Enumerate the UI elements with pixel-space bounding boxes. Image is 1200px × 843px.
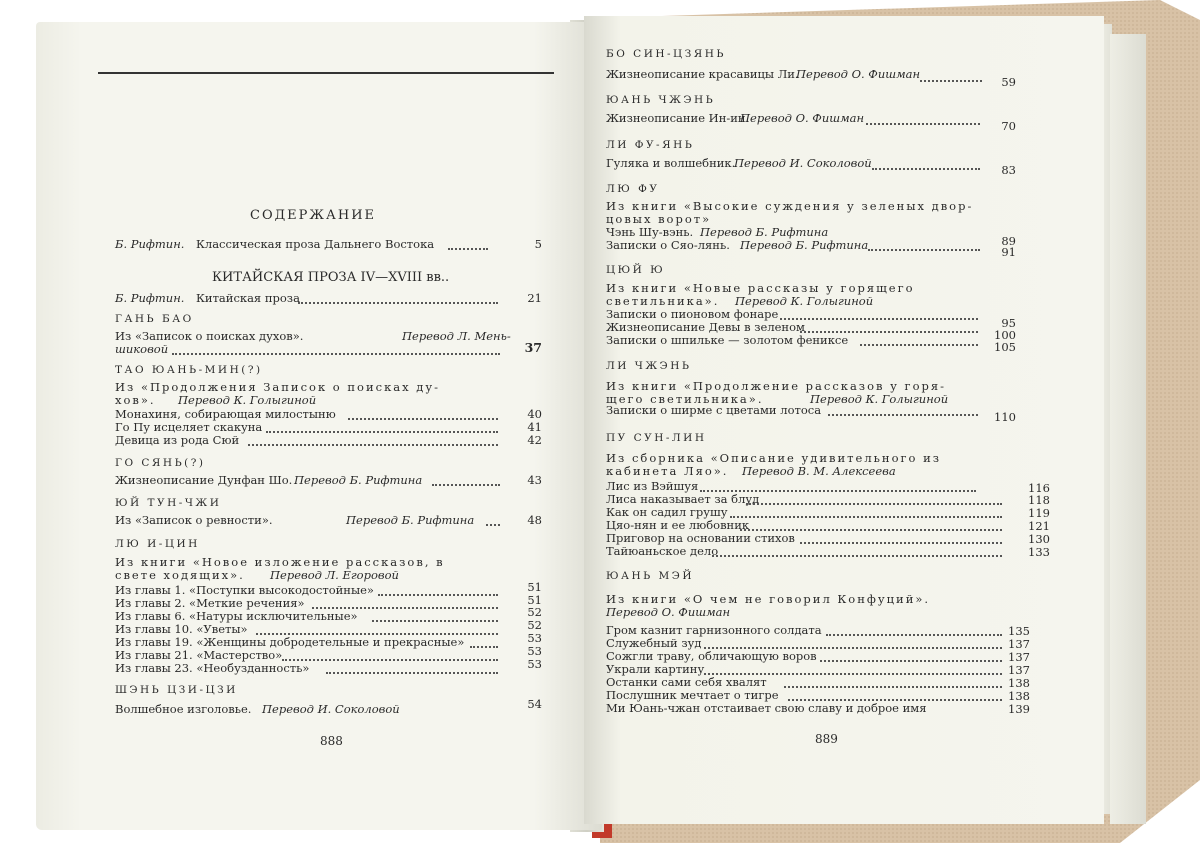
dot-leader: [820, 660, 1002, 662]
page-number: 116: [1028, 481, 1050, 495]
translator: Перевод Б. Рифтина: [294, 473, 423, 487]
entry-line: Жизнеописание красавицы Ли.: [606, 67, 799, 81]
dot-leader: [826, 634, 1002, 636]
page-number: 83: [1001, 163, 1016, 177]
entry-line: щего светильника».: [606, 392, 764, 406]
intro-title: Классическая проза Дальнего Востока: [196, 237, 435, 251]
toc-item: Из главы 10. «Уветы»: [115, 622, 248, 636]
dot-leader: [172, 353, 500, 355]
dot-leader: [282, 659, 498, 661]
toc-item: Монахиня, собирающая милостыню: [115, 407, 336, 421]
page-number: 37: [524, 340, 542, 355]
dot-leader: [872, 168, 980, 170]
toc-item: Из главы 1. «Поступки высокодостойные»: [115, 583, 374, 597]
translator: Перевод Б. Рифтина: [700, 225, 829, 239]
dot-leader: [730, 516, 1002, 518]
translator: Перевод Л. Егоровой: [270, 568, 399, 582]
dot-leader: [248, 444, 498, 446]
page-number: 70: [1001, 119, 1016, 133]
entry-line: хов».: [115, 393, 156, 407]
dot-leader: [746, 503, 1002, 505]
entry-line: кабинета Ляо».: [606, 464, 729, 478]
author-heading: ЛИ ЧЖЭНЬ: [606, 360, 692, 372]
toc-item: Записки о ширме с цветами лотоса: [606, 403, 822, 417]
toc-item: Из главы 6. «Натуры исключительные»: [115, 609, 358, 623]
entry-line: Из «Записок о ревности».: [115, 513, 273, 527]
entry-line: Волшебное изголовье.: [115, 702, 252, 716]
author-heading: ЮАНЬ МЭЙ: [606, 570, 694, 582]
entry-line: Из «Записок о поисках духов».: [115, 329, 304, 343]
toc-item: Записки о пионовом фонаре: [606, 307, 779, 321]
translator: Перевод К. Голыгиной: [178, 393, 317, 407]
entry-line: светильника».: [606, 294, 720, 308]
toc-item: Сожгли траву, обличающую воров: [606, 649, 817, 663]
contents-title: СОДЕРЖАНИЕ: [250, 208, 377, 223]
dot-leader: [712, 555, 1002, 557]
toc-item: Го Пу исцеляет скакуна: [115, 420, 263, 434]
page-number: 41: [527, 420, 542, 434]
author-heading: ШЭНЬ ЦЗИ-ЦЗИ: [115, 684, 238, 696]
translator: Перевод Л. Мень-: [402, 329, 511, 343]
toc-item: Лис из Вэйшуя: [606, 479, 699, 493]
dot-leader: [378, 594, 498, 596]
toc-item: Гром казнит гарнизонного солдата: [606, 623, 822, 637]
entry-line: Из книги «Новые рассказы у горящего: [606, 281, 915, 295]
author-heading: ЦЮЙ Ю: [606, 264, 666, 276]
page-number: 42: [527, 433, 542, 447]
page-number: 40: [527, 407, 542, 421]
page-number: 53: [527, 631, 542, 645]
dot-leader: [868, 249, 980, 251]
toc-item: Ми Юань-чжан отстаивает свою славу и доброе имя: [606, 701, 927, 715]
author-heading: ЮАНЬ ЧЖЭНЬ: [606, 94, 716, 106]
page-number: 52: [527, 618, 542, 632]
toc-item: Останки сами себя хвалят: [606, 675, 767, 689]
page-number: 21: [527, 291, 542, 305]
entry-line: Из «Продолжения Записок о поисках ду-: [115, 380, 440, 394]
page-number: 43: [527, 473, 542, 487]
author-heading: ЛИ ФУ-ЯНЬ: [606, 139, 695, 151]
dot-leader: [298, 302, 498, 304]
entry-line: Из книги «Высокие суждения у зеленых двор-: [606, 199, 974, 213]
translator: Перевод О. Фишман: [796, 67, 921, 81]
page-number: 59: [1001, 75, 1016, 89]
dot-leader: [486, 524, 500, 526]
author-heading: ЛЮ И-ЦИН: [115, 538, 200, 550]
page-number: 53: [527, 644, 542, 658]
toc-item: Записки о Сяо-лянь.: [606, 238, 730, 252]
page-number: 5: [534, 237, 542, 251]
dot-leader: [448, 248, 488, 250]
dot-leader: [326, 672, 498, 674]
translator: Перевод В. М. Алексеева: [742, 464, 896, 478]
dot-leader: [784, 686, 1002, 688]
translator: Перевод И. Соколовой: [262, 702, 400, 716]
toc-item: Украли картину: [606, 662, 705, 676]
section-title: КИТАЙСКАЯ ПРОЗА IV—XVIII вв..: [212, 270, 450, 285]
toc-item: Девица из рода Сюй: [115, 433, 240, 447]
entry-line: Из книги «О чем не говорил Конфуций».: [606, 592, 931, 606]
toc-item: Из главы 21. «Мастерство»: [115, 648, 283, 662]
dot-leader: [828, 414, 978, 416]
toc-item: Как он садил грушу: [606, 505, 728, 519]
page-number: 137: [1008, 650, 1030, 664]
entry-line: Из книги «Новое изложение рассказов, в: [115, 555, 445, 569]
page-number: 138: [1008, 689, 1030, 703]
page-folio: 889: [815, 732, 838, 746]
toc-item: Записки о шпильке — золотом фениксе: [606, 333, 849, 347]
page-number: 139: [1008, 702, 1030, 716]
page-number: 54: [527, 697, 542, 711]
translator: Перевод Б. Рифтина: [346, 513, 475, 527]
entry-line: Из книги «Продолжение рассказов у горя-: [606, 379, 946, 393]
author-heading: ЮЙ ТУН-ЧЖИ: [115, 497, 222, 509]
page-folio: 888: [320, 734, 343, 748]
translator: Перевод И. Соколовой: [734, 156, 872, 170]
dot-leader: [780, 318, 978, 320]
translator: Перевод К. Голыгиной: [735, 294, 874, 308]
toc-item: Чэнь Шу-вэнь.: [606, 225, 694, 239]
toc-item: Жизнеописание Девы в зеленом: [606, 320, 805, 334]
page-stack-edge-outer: [1110, 34, 1146, 824]
dot-leader: [372, 620, 498, 622]
page-number: 119: [1028, 506, 1050, 520]
entry-line: Жизнеописание Дунфан Шо.: [115, 473, 293, 487]
page-number: 52: [527, 605, 542, 619]
entry-line: Гуляка и волшебник.: [606, 156, 736, 170]
section-intro-title: Китайская проза: [196, 291, 300, 305]
section-intro-author: Б. Рифтин.: [115, 291, 185, 305]
intro-author: Б. Рифтин.: [115, 237, 185, 251]
page-number: 51: [527, 593, 542, 607]
author-heading: БО СИН-ЦЗЯНЬ: [606, 48, 726, 60]
page-number: 51: [527, 580, 542, 594]
entry-line: свете ходящих».: [115, 568, 245, 582]
page-number: 133: [1028, 545, 1050, 559]
dot-leader: [920, 80, 982, 82]
translator: Перевод Б. Рифтина: [740, 238, 869, 252]
toc-item: Цяо-нян и ее любовник: [606, 518, 750, 532]
page-number: 100: [994, 328, 1016, 342]
page-number: 89: [1001, 234, 1016, 248]
page-number: 91: [1001, 245, 1016, 259]
toc-item: Послушник мечтает о тигре: [606, 688, 779, 702]
entry-line: Жизнеописание Ин-ин.: [606, 111, 750, 125]
page-number: 121: [1028, 519, 1050, 533]
page-number: 53: [527, 657, 542, 671]
entry-line: Из сборника «Описание удивительного из: [606, 451, 942, 465]
page-number: 138: [1008, 676, 1030, 690]
dot-leader: [800, 542, 1002, 544]
author-heading: ЛЮ ФУ: [606, 183, 660, 195]
toc-item: Из главы 19. «Женщины добродетельные и прекрасные»: [115, 635, 465, 649]
dot-leader: [866, 123, 980, 125]
page-number: 105: [994, 340, 1016, 354]
translator: Перевод О. Фишман: [606, 605, 731, 619]
page-number: 110: [994, 410, 1016, 424]
author-heading: ГАНЬ БАО: [115, 313, 194, 325]
author-heading: ТАО ЮАНЬ-МИН(?): [115, 364, 263, 376]
header-rule: [98, 72, 554, 74]
dot-leader: [432, 484, 500, 486]
page-number: 137: [1008, 663, 1030, 677]
entry-line: цовых ворот»: [606, 212, 712, 226]
dot-leader: [470, 646, 498, 648]
page-number: 48: [527, 513, 542, 527]
page-number: 135: [1008, 624, 1030, 638]
translator: Перевод К. Голыгиной: [810, 392, 949, 406]
page-number: 118: [1028, 493, 1050, 507]
toc-item: Из главы 23. «Необузданность»: [115, 661, 310, 675]
author-heading: ГО СЯНЬ(?): [115, 457, 206, 469]
toc-item: Лиса наказывает за блуд: [606, 492, 760, 506]
author-heading: ПУ СУН-ЛИН: [606, 432, 707, 444]
toc-item: Из главы 2. «Меткие речения»: [115, 596, 305, 610]
toc-item: Приговор на основании стихов: [606, 531, 795, 545]
toc-item: Служебный зуд: [606, 636, 702, 650]
dot-leader: [860, 344, 978, 346]
page-number: 137: [1008, 637, 1030, 651]
toc-item: Тайюаньское дело: [606, 544, 719, 558]
page-number: 130: [1028, 532, 1050, 546]
dot-leader: [266, 431, 498, 433]
translator: Перевод О. Фишман: [740, 111, 865, 125]
entry-line: шиковой: [115, 342, 169, 356]
dot-leader: [348, 418, 498, 420]
page-number: 95: [1001, 316, 1016, 330]
